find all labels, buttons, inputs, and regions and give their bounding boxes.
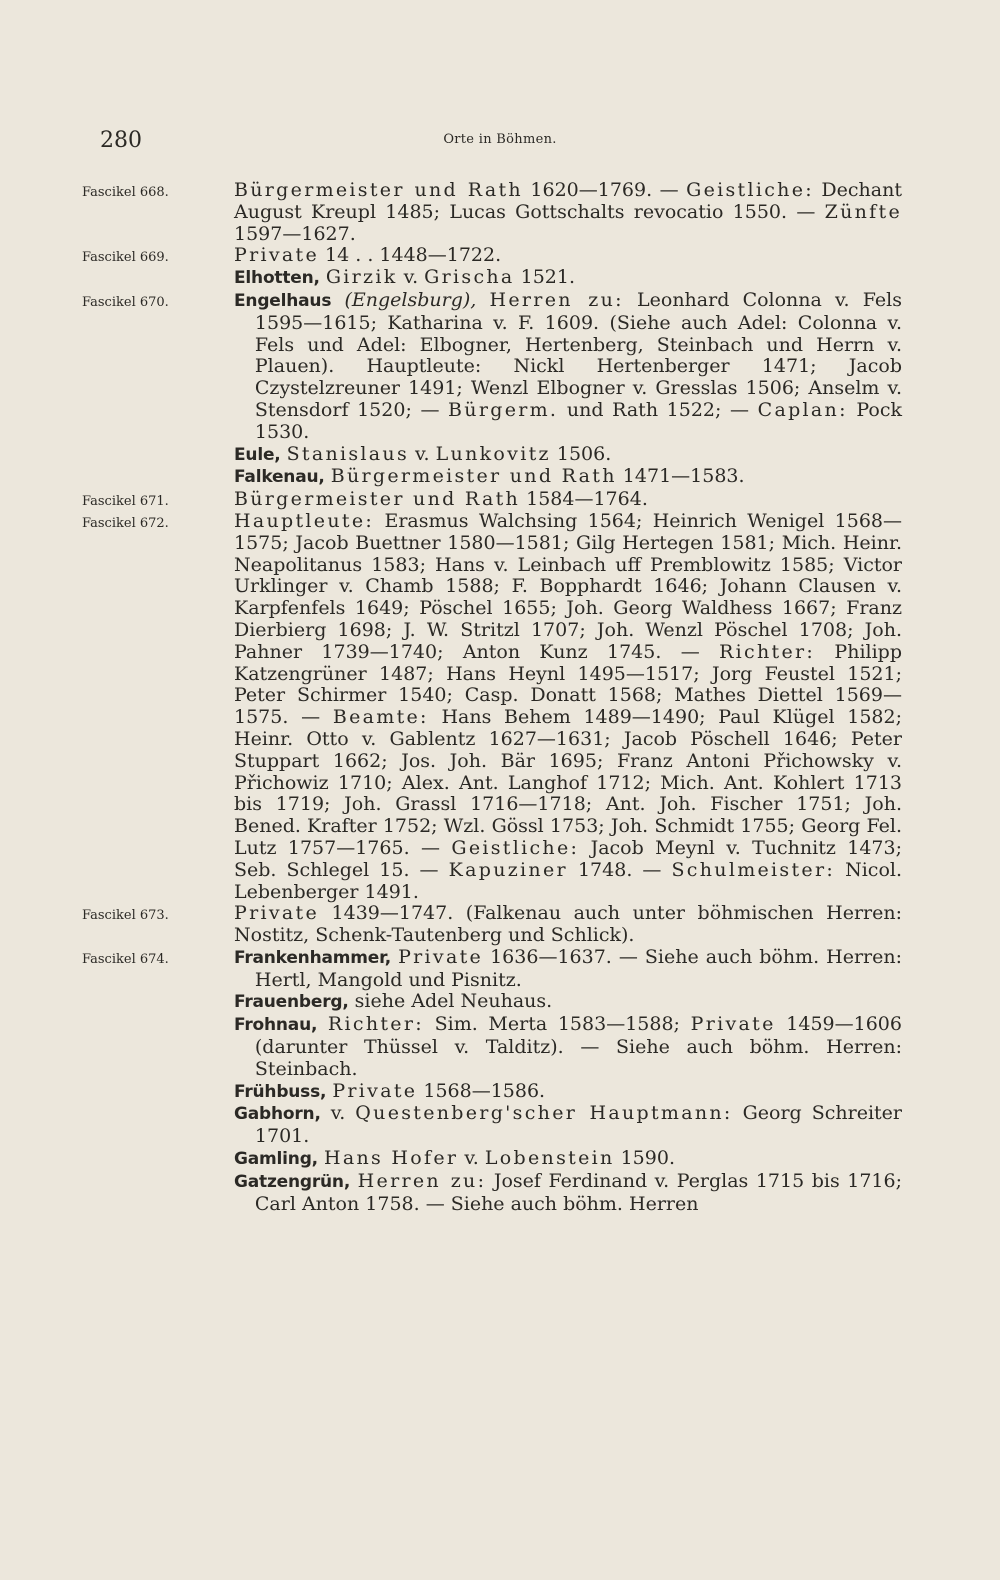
spaced-text: Richter: xyxy=(719,640,816,663)
index-row xyxy=(82,267,902,290)
italic-text: (Engelsburg), xyxy=(344,288,477,311)
entry-text: Philipp Katzengrüner 1487; Hans Heynl 1495—1517; Jorg Feustel 1521; Peter Schirmer 1540; Casp. Donatt 1568; Mathes Diettel 1569—1575. — xyxy=(234,640,902,729)
index-entry xyxy=(234,511,902,903)
entry-text xyxy=(331,289,344,311)
entry-text: 1459—1606 (darunter Thüssel v. Talditz). — Siehe auch böhm. Herren: Steinbach. xyxy=(254,1013,902,1080)
place-name: Gabhorn, xyxy=(234,1104,321,1125)
spaced-text: Lunkovitz xyxy=(435,442,551,465)
entry-text: Hans Behem 1489—1490; Paul Klügel 1582; Heinr. Otto v. Gablentz 1627—1631; Jacob Pöschell 1646; Peter Stuppart 1662; Jos. Joh. Bär 1695; Franz Antoni Přichowsky v. Přichowiz 1710; Alex. Ant. Langhof 1712; Mich. Ant. Kohlert 1713 bis 1719; Joh. Grassl 1716—1718; Ant. Joh. Fischer 1751; Joh. Bened. Krafter 1752; Wzl. Gössl 1753; Joh. Schmidt 1755; Georg Fel. Lutz 1757—1765. — xyxy=(234,706,902,859)
entry-text: 1597—1627. xyxy=(234,222,356,245)
entry-text: und Rath 1522; — xyxy=(558,398,758,421)
index-row xyxy=(82,1014,902,1080)
entry-text: v. xyxy=(320,1102,356,1125)
spaced-text: Zünfte xyxy=(824,200,902,223)
entry-text: 14 . . 1448—1722. xyxy=(318,244,502,267)
spaced-text: Private xyxy=(690,1013,776,1036)
entry-text: v. xyxy=(409,442,436,465)
index-entry xyxy=(234,1014,902,1080)
spaced-text: Richter: xyxy=(327,1013,424,1036)
spaced-text: Caplan: xyxy=(757,398,848,421)
running-title: Orte in Böhmen. xyxy=(443,132,557,147)
place-name: Frohnau, xyxy=(234,1015,318,1036)
entry-text: 1439—1747. (Falkenau auch unter böhmischen Herren: Nostitz, Schenk-Tautenberg und Schlick). xyxy=(234,902,902,947)
index-row xyxy=(82,1171,902,1216)
fascikel-label: Fascikel 673. xyxy=(82,908,169,924)
entry-text: v. xyxy=(397,266,425,289)
place-name: Frauenberg, xyxy=(234,992,349,1013)
index-entry xyxy=(234,466,902,489)
place-name: Engelhaus xyxy=(234,290,332,311)
index-row xyxy=(82,511,902,903)
index-entry xyxy=(234,290,902,444)
place-name: Falkenau, xyxy=(234,467,325,488)
spaced-text: Lobenstein xyxy=(484,1147,615,1170)
entry-text: 1521. xyxy=(514,266,576,289)
entry-text xyxy=(476,289,489,311)
index-row xyxy=(82,489,902,511)
index-entry xyxy=(234,267,902,290)
spaced-text: Geistliche: xyxy=(686,179,814,201)
spaced-text: Kapuziner xyxy=(448,858,568,881)
fascikel-label xyxy=(82,1081,234,1086)
spaced-text: Schulmeister: xyxy=(671,858,836,881)
index-row xyxy=(82,290,902,444)
spaced-text: Herren zu: xyxy=(357,1169,487,1192)
fascikel-label xyxy=(82,1103,234,1108)
index-entry xyxy=(234,991,902,1014)
entry-text: 1506. xyxy=(550,442,612,465)
spaced-text: Herren zu: xyxy=(489,288,624,311)
fascikel-label: Fascikel 670. xyxy=(82,294,169,310)
index-row xyxy=(82,991,902,1014)
entry-text: siehe Adel Neuhaus. xyxy=(348,990,553,1013)
index-entry xyxy=(234,444,902,467)
entry-text: Josef Ferdinand v. Perglas 1715 bis 1716; Carl Anton 1758. — Siehe auch böhm. Herren xyxy=(254,1169,903,1215)
fascikel-label: Fascikel 671. xyxy=(82,494,169,510)
place-name: Elhotten, xyxy=(234,268,320,289)
entry-text xyxy=(317,1013,328,1035)
spaced-text: Private xyxy=(234,902,319,925)
index-entry xyxy=(234,489,902,511)
entry-text: Erasmus Walchsing 1564; Heinrich Wenigel 1568—1575; Jacob Buettner 1580—1581; Gilg Hertegen 1581; Mich. Heinr. Neapolitanus 1583; Hans v. Leinbach uff Premblowitz 1585; Victor Urklinger v. Chamb 1588; F. Bopphardt 1646; Johann Clausen v. Karpfenfels 1649; Pöschel 1655; Joh. Georg Waldhess 1667; Franz Dierbierg 1698; J. W. Stritzl 1707; Joh. Wenzl Pöschel 1708; Joh. Pahner 1739—1740; Anton Kunz 1745. — xyxy=(234,509,902,663)
index-row xyxy=(82,466,902,489)
index-entry xyxy=(234,903,902,947)
entry-text: Nicol. Lebenberger 1491. xyxy=(234,858,903,903)
entry-text: 1471—1583. xyxy=(616,465,745,488)
index-entry xyxy=(234,947,902,992)
place-name: Frankenhammer, xyxy=(234,947,392,968)
spaced-text: Bürgerm. xyxy=(448,398,559,421)
fascikel-label xyxy=(82,267,234,272)
page-number: 280 xyxy=(100,128,142,153)
page-header xyxy=(100,128,900,158)
index-entries xyxy=(82,180,902,1215)
entry-text xyxy=(350,1170,358,1192)
spaced-text: Private xyxy=(398,945,484,968)
place-name: Gamling, xyxy=(234,1149,318,1170)
index-row xyxy=(82,1148,902,1171)
entry-text: Dechant August Kreupl 1485; Lucas Gottschalts revocatio 1550. — xyxy=(234,179,902,223)
spaced-text: Bürgermeister und Rath xyxy=(234,488,521,511)
spaced-text: Geistliche: xyxy=(451,836,580,859)
fascikel-label xyxy=(82,444,234,449)
index-entry xyxy=(234,1103,902,1148)
entry-text: Georg Schreiter 1701. xyxy=(254,1102,902,1148)
entry-text: 1748. — xyxy=(567,858,672,881)
fascikel-label xyxy=(82,991,234,996)
index-row xyxy=(82,947,902,992)
place-name: Frühbuss, xyxy=(234,1081,327,1102)
entry-text: Leonhard Colonna v. Fels 1595—1615; Katharina v. F. 1609. (Siehe auch Adel: Colonna v. Fels und Adel: Elbogner, Hertenberg, Steinbach und Herrn v. Plauen). Hauptleute: Nickl Hertenberger 1471; Jacob Czystelzreuner 1491; Wenzl Elbogner v. Gresslas 1506; Anselm v. Stensdorf 1520; — xyxy=(254,288,902,421)
fascikel-label xyxy=(82,1148,234,1153)
entry-text: Jacob Meynl v. Tuchnitz 1473; Seb. Schlegel 15. — xyxy=(234,836,902,881)
place-name: Gatzengrün, xyxy=(234,1171,351,1192)
spaced-text: Stanislaus xyxy=(286,442,410,465)
index-row xyxy=(82,245,902,267)
spaced-text: Hauptleute: xyxy=(234,509,375,532)
index-entry xyxy=(234,1171,902,1216)
entry-text: 1568—1586. xyxy=(417,1079,546,1102)
index-entry xyxy=(234,1148,902,1171)
entry-text: 1584—1764. xyxy=(520,488,648,511)
entry-text: 1636—1637. — Siehe auch böhm. Herren: Hertl, Mangold und Pisnitz. xyxy=(254,945,902,991)
entry-text: v. xyxy=(458,1147,485,1170)
fascikel-label: Fascikel 672. xyxy=(82,515,169,531)
index-entry xyxy=(234,180,902,245)
index-row xyxy=(82,444,902,467)
index-row xyxy=(82,1103,902,1148)
spaced-text: Beamte: xyxy=(332,706,429,729)
spaced-text: Grischa xyxy=(424,266,515,289)
place-name: Eule, xyxy=(234,444,281,465)
fascikel-label: Fascikel 668. xyxy=(82,185,169,200)
entry-text: 1620—1769. — xyxy=(522,179,687,201)
spaced-text: Bürgermeister und Rath xyxy=(234,179,523,201)
fascikel-label: Fascikel 674. xyxy=(82,951,169,967)
fascikel-label xyxy=(82,1171,234,1176)
index-row xyxy=(82,1081,902,1104)
entry-text: Sim. Merta 1583—1588; xyxy=(423,1013,691,1036)
fascikel-label xyxy=(82,1014,234,1019)
index-entry xyxy=(234,245,902,267)
index-entry xyxy=(234,1081,902,1104)
spaced-text: Hans Hofer xyxy=(323,1147,459,1170)
spaced-text: Girzik xyxy=(325,266,398,289)
entry-text: 1590. xyxy=(614,1147,675,1170)
spaced-text: Bürgermeister und Rath xyxy=(330,465,617,488)
index-row xyxy=(82,903,902,947)
entry-text: Pock 1530. xyxy=(254,398,902,443)
spaced-text: Private xyxy=(234,244,319,267)
spaced-text: Private xyxy=(332,1079,418,1102)
spaced-text: Questenberg'scher Hauptmann: xyxy=(355,1102,733,1125)
index-row xyxy=(82,180,902,245)
fascikel-label: Fascikel 669. xyxy=(82,250,169,266)
fascikel-label xyxy=(82,466,234,471)
